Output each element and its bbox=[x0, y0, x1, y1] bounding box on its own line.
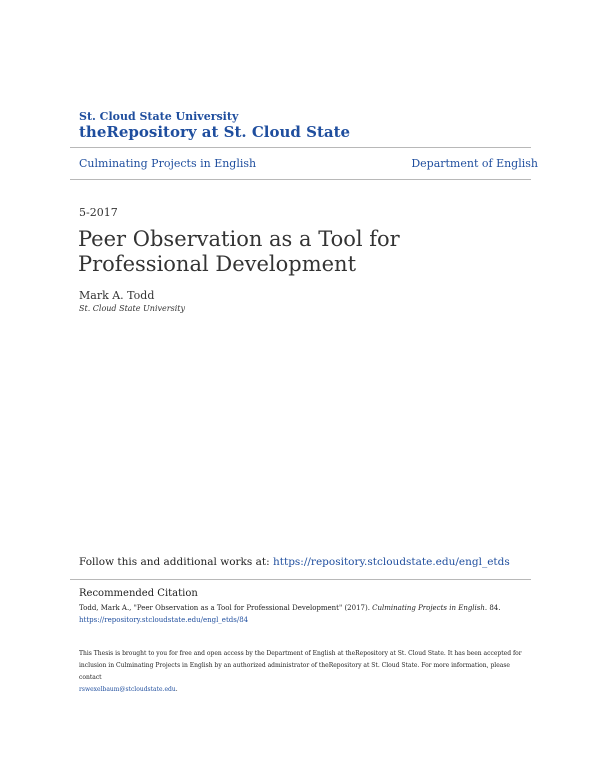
contact-email-link[interactable]: rswexelbaum@stcloudstate.edu bbox=[79, 686, 176, 693]
citation-suffix: . 84. bbox=[484, 604, 501, 612]
citation-heading: Recommended Citation bbox=[79, 588, 198, 599]
follow-text: Follow this and additional works at: bbox=[79, 556, 273, 568]
follow-divider bbox=[70, 579, 531, 580]
follow-line bbox=[79, 556, 510, 568]
citation-url-link[interactable]: https://repository.stcloudstate.edu/engl_etds/84 bbox=[79, 616, 249, 624]
department-link[interactable]: Department of English bbox=[411, 157, 538, 170]
repository-name[interactable]: theRepository at St. Cloud State bbox=[79, 123, 351, 141]
access-notice bbox=[79, 648, 529, 696]
follow-url-link[interactable]: https://repository.stcloudstate.edu/engl_etds bbox=[273, 556, 510, 568]
author-affiliation: St. Cloud State University bbox=[79, 304, 185, 313]
paper-title: Peer Observation as a Tool for Professional Development bbox=[78, 227, 400, 276]
collection-link[interactable]: Culminating Projects in English bbox=[79, 157, 257, 170]
email-suffix: . bbox=[175, 686, 178, 693]
citation-journal: Culminating Projects in English bbox=[372, 604, 485, 612]
nav-divider bbox=[70, 179, 531, 180]
citation-text: Todd, Mark A., "Peer Observation as a Tool for Professional Development" (2017). bbox=[79, 604, 373, 612]
notice-line-1: This Thesis is brought to you for free and open access by the Department of English at theRepository at St. Cloud State. It has been accepted for bbox=[79, 650, 522, 657]
publication-date: 5-2017 bbox=[79, 206, 118, 219]
notice-line-2: inclusion in Culminating Projects in English by an authorized administrator of theRepository at St. Cloud State. For more information, please contact bbox=[79, 662, 510, 681]
author-name: Mark A. Todd bbox=[79, 289, 155, 302]
top-divider bbox=[70, 147, 531, 148]
university-name[interactable]: St. Cloud State University bbox=[79, 110, 239, 123]
citation-block bbox=[79, 602, 529, 626]
